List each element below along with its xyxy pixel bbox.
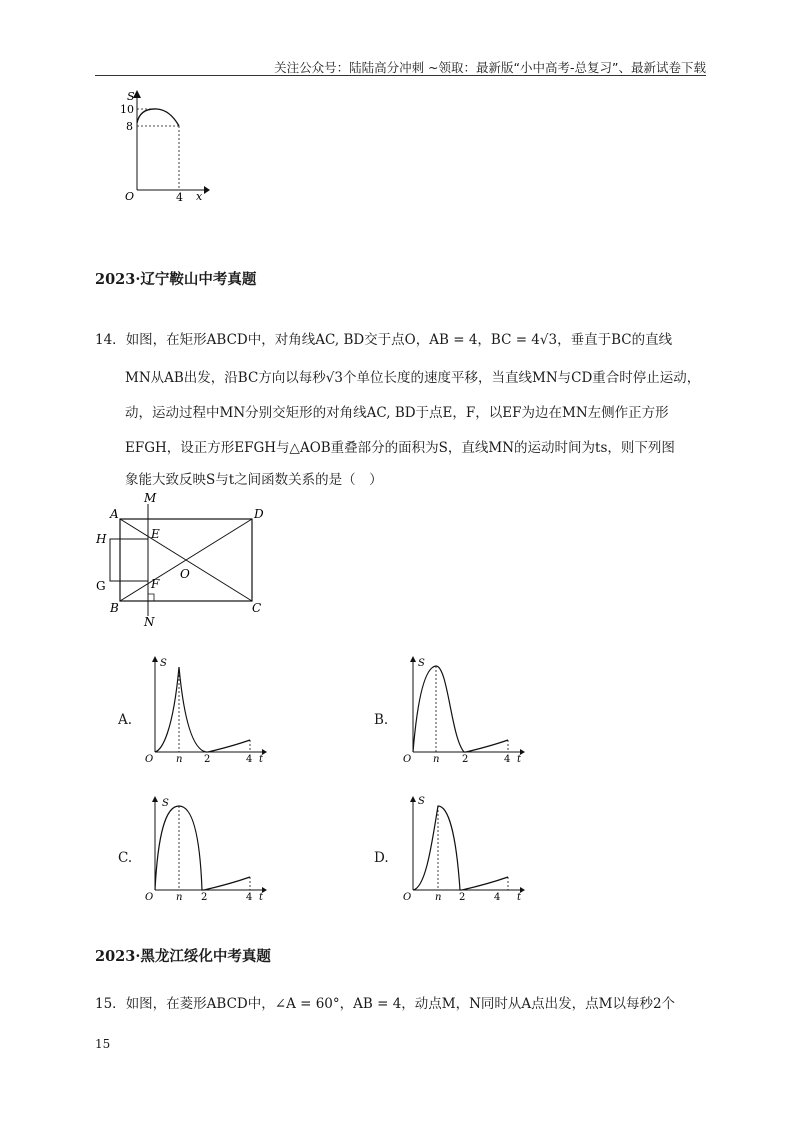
label-n: N bbox=[144, 615, 155, 629]
option-d-curve bbox=[413, 806, 508, 890]
option-b-origin: O bbox=[403, 754, 412, 765]
option-a-xlabel: t bbox=[259, 754, 264, 765]
option-a-tick-2: 2 bbox=[204, 754, 211, 765]
top-graph-origin: O bbox=[125, 190, 135, 203]
section-title-anshan: 2023·辽宁鞍山中考真题 bbox=[95, 271, 257, 288]
option-a-tick-n: n bbox=[176, 754, 183, 765]
option-d-tick-n: n bbox=[435, 892, 442, 903]
q15-text: 如图，在菱形ABCD中，∠A = 60°，AB = 4，动点M，N同时从A点出发，点M以每秒2个 bbox=[125, 996, 676, 1012]
top-graph-ylabel: S bbox=[127, 90, 135, 103]
option-d-origin: O bbox=[403, 892, 412, 903]
option-c-tick-n: n bbox=[176, 892, 183, 903]
option-d-graph[interactable] bbox=[396, 792, 526, 910]
top-graph-curve bbox=[137, 109, 179, 126]
option-c-graph[interactable] bbox=[138, 792, 268, 910]
label-o: O bbox=[180, 567, 190, 581]
top-graph-xlabel: x bbox=[196, 190, 203, 203]
page-number: 15 bbox=[95, 1037, 111, 1051]
option-a-graph[interactable] bbox=[138, 652, 268, 770]
option-c-ylabel: S bbox=[162, 798, 169, 809]
option-d-ylabel: S bbox=[418, 796, 425, 807]
option-d-xlabel: t bbox=[517, 892, 522, 903]
option-d-tick-2: 2 bbox=[459, 892, 466, 903]
option-a-tick-4: 4 bbox=[246, 754, 253, 765]
option-b-graph[interactable] bbox=[396, 652, 526, 770]
top-graph-tick-4: 4 bbox=[176, 191, 183, 204]
option-d-label[interactable]: D. bbox=[374, 850, 389, 866]
option-b-ylabel: S bbox=[418, 658, 425, 669]
label-a: A bbox=[110, 507, 119, 521]
option-c-curve bbox=[155, 806, 250, 890]
label-d: D bbox=[254, 507, 264, 521]
page-header: 关注公众号：陆陆高分冲刺 ~领取：最新版“小中高考-总复习”、最新试卷下载 bbox=[274, 60, 706, 75]
square-efgh bbox=[110, 539, 148, 581]
q15-number: 15． bbox=[95, 996, 126, 1012]
q14-line4: EFGH，设正方形EFGH与△AOB重叠部分的面积为S，直线MN的运动时间为ts，则下列图 bbox=[125, 440, 675, 456]
q14-line1 bbox=[95, 330, 715, 350]
header-divider bbox=[95, 75, 706, 76]
option-a-origin: O bbox=[145, 754, 154, 765]
option-b-tick-2: 2 bbox=[462, 754, 469, 765]
label-e: E bbox=[151, 527, 160, 541]
label-f: F bbox=[151, 577, 160, 591]
q14-line5: 象能大致反映S与t之间函数关系的是（ ） bbox=[125, 472, 383, 488]
label-b: B bbox=[110, 601, 119, 615]
label-h: H bbox=[96, 532, 107, 546]
label-g: G bbox=[96, 579, 106, 593]
option-c-tick-4: 4 bbox=[246, 892, 253, 903]
option-b-tick-n: n bbox=[433, 754, 440, 765]
top-graph-tick-10: 10 bbox=[120, 103, 134, 116]
option-c-label[interactable]: C. bbox=[118, 850, 133, 866]
q14-line3: 动，运动过程中MN分别交矩形的对角线AC, BD于点E，F，以EF为边在MN左侧作正方形 bbox=[125, 405, 669, 421]
q14-number: 14． bbox=[95, 332, 126, 348]
q14-line2: MN从AB出发，沿BC方向以每秒√3个单位长度的速度平移，当直线MN与CD重合时停止运动， bbox=[125, 370, 701, 386]
option-b-xlabel: t bbox=[517, 754, 522, 765]
option-b-curve bbox=[413, 666, 508, 752]
option-a-ylabel: S bbox=[160, 658, 167, 669]
top-graph-tick-8: 8 bbox=[126, 120, 133, 133]
label-c: C bbox=[252, 601, 262, 615]
q15-line1 bbox=[95, 994, 715, 1014]
top-graph bbox=[110, 88, 210, 208]
section-title-suihua: 2023·黑龙江绥化中考真题 bbox=[95, 948, 271, 965]
label-m: M bbox=[144, 491, 157, 505]
option-d-tick-4: 4 bbox=[494, 892, 501, 903]
rectangle-figure bbox=[90, 490, 270, 630]
option-b-tick-4: 4 bbox=[504, 754, 511, 765]
option-a-label[interactable]: A. bbox=[118, 712, 133, 728]
option-c-xlabel: t bbox=[259, 892, 264, 903]
option-c-tick-2: 2 bbox=[201, 892, 208, 903]
option-c-origin: O bbox=[145, 892, 154, 903]
option-a-curve bbox=[155, 667, 250, 752]
q14-text-line1: 如图，在矩形ABCD中，对角线AC, BD交于点O，AB = 4，BC = 4√3，垂直于BC的直线 bbox=[125, 332, 673, 348]
option-b-label[interactable]: B. bbox=[374, 712, 389, 728]
